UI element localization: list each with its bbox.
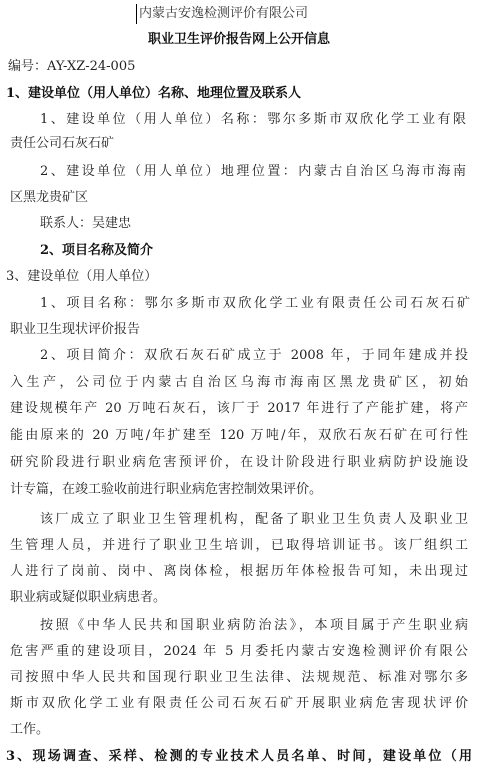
company-name: 内蒙古安逸检测评价有限公司 xyxy=(139,6,309,21)
para3-line4: 斯市双欣化学工业有限责任公司石灰石矿开展职业病危害现状评价 xyxy=(10,696,468,711)
s1-item1-line2: 责任公司石灰石矿 xyxy=(10,136,115,151)
s1-item2-line2: 区黑龙贵矿区 xyxy=(10,190,89,205)
para2-line2: 生管理人员，并进行了职业卫生培训，已取得培训证书。该厂组织工 xyxy=(10,538,468,553)
para2-line4: 职业病或疑似职业病患者。 xyxy=(10,590,167,605)
s1-item1-line1: 1、建设单位（用人单位）名称：鄂尔多斯市双欣化学工业有限 xyxy=(40,112,466,127)
intro-line5: 研究阶段进行职业病危害预评价，在设计阶段进行职业病防护设施设 xyxy=(10,455,468,470)
contact-person: 联系人：吴建忠 xyxy=(40,216,132,231)
intro-line2: 入生产，公司位于内蒙古自治区乌海市海南区黑龙贵矿区，初始 xyxy=(10,375,468,390)
intro-line4: 能由原来的 20 万吨/年扩建至 120 万吨/年，双欣石灰石矿在可行性 xyxy=(10,428,468,443)
section-3-heading: 3、现场调查、采样、检测的专业技术人员名单、时间，建设单位（用 xyxy=(6,749,472,764)
section-3-label: 3、建设单位（用人单位） xyxy=(6,269,158,284)
project-name-line2: 职业卫生现状评价报告 xyxy=(10,322,141,337)
section-1-heading: 1、建设单位（用人单位）名称、地理位置及联系人 xyxy=(6,86,302,101)
project-name-line1: 1、项目名称：鄂尔多斯市双欣化学工业有限责任公司石灰石矿 xyxy=(40,296,470,311)
section-2-heading: 2、项目名称及简介 xyxy=(40,243,154,258)
intro-line3: 建设规模年产 20 万吨石灰石，该厂于 2017 年进行了产能扩建，将产 xyxy=(10,401,468,416)
para3-line1: 按照《中华人民共和国职业病防治法》，本项目属于产生职业病 xyxy=(40,618,468,633)
document-number: 编号：AY-XZ-24-005 xyxy=(8,59,136,74)
intro-line1: 2、项目简介：双欣石灰石矿成立于 2008 年，于同年建成并投 xyxy=(40,348,468,363)
document-title: 职业卫生评价报告网上公开信息 xyxy=(147,32,330,47)
para3-line3: 司按照中华人民共和国现行职业卫生法律、法规规范、标准对鄂尔多 xyxy=(10,670,468,685)
para3-line5: 工作。 xyxy=(10,722,50,737)
para2-line1: 该厂成立了职业卫生管理机构，配备了职业卫生负责人及职业卫 xyxy=(40,512,468,527)
para3-line2: 危害严重的建设项目，2024 年 5 月委托内蒙古安逸检测评价有限公 xyxy=(10,644,468,659)
s1-item2-line1: 2、建设单位（用人单位）地理位置：内蒙古自治区乌海市海南 xyxy=(40,164,466,179)
intro-line6: 计专篇，在竣工验收前进行职业病危害控制效果评价。 xyxy=(10,482,323,497)
para2-line3: 人进行了岗前、岗中、离岗体检，根据历年体检报告可知，未出现过 xyxy=(10,564,468,579)
